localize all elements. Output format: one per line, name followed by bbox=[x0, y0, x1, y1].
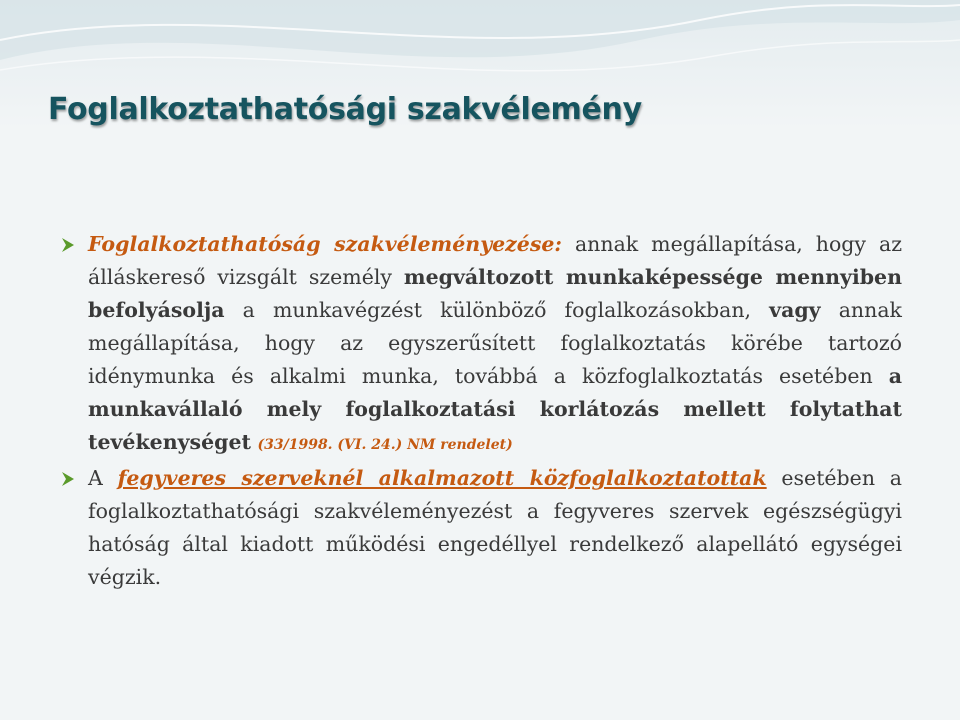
arrow-bullet-icon bbox=[60, 471, 76, 487]
text-run: annak megállapítása, hogy az álláskereső vizsgált személy bbox=[88, 232, 902, 289]
term-highlight: fegyveres szerveknél alkalmazott közfoglalkoztatottak bbox=[117, 466, 767, 490]
bold-text: vagy bbox=[769, 298, 821, 322]
bold-text: megváltozott munkaképessége mennyiben befolyásolja bbox=[88, 265, 903, 322]
bullet-item bbox=[60, 228, 902, 462]
bullet-item bbox=[60, 462, 902, 594]
slide-body bbox=[60, 228, 902, 594]
text-run: annak megállapítása, hogy az egyszerűsített foglalkoztatás körébe tartozó idénymunka és alkalmi munka, továbbá a közfoglalkoztatás esetében bbox=[88, 298, 902, 388]
arrow-bullet-icon bbox=[60, 237, 76, 253]
text-run: A bbox=[88, 466, 118, 490]
slide-title: Foglalkoztathatósági szakvélemény bbox=[48, 92, 642, 127]
legal-reference: (33/1998. (VI. 24.) NM rendelet) bbox=[257, 437, 513, 453]
term-highlight: Foglalkoztathatóság szakvéleményezése: bbox=[88, 232, 562, 256]
text-run: esetében a foglalkoztathatósági szakvéleményezést a fegyveres szervek egészségügyi hatóság által kiadott működési engedéllyel rendelkező alapellátó egységei végzik. bbox=[88, 466, 902, 589]
text-run: a munkavégzést különböző foglalkozásokban, bbox=[224, 298, 770, 322]
bold-text: a munkavállaló mely foglalkoztatási korlátozás mellett folytathat tevékenységet bbox=[88, 364, 902, 454]
